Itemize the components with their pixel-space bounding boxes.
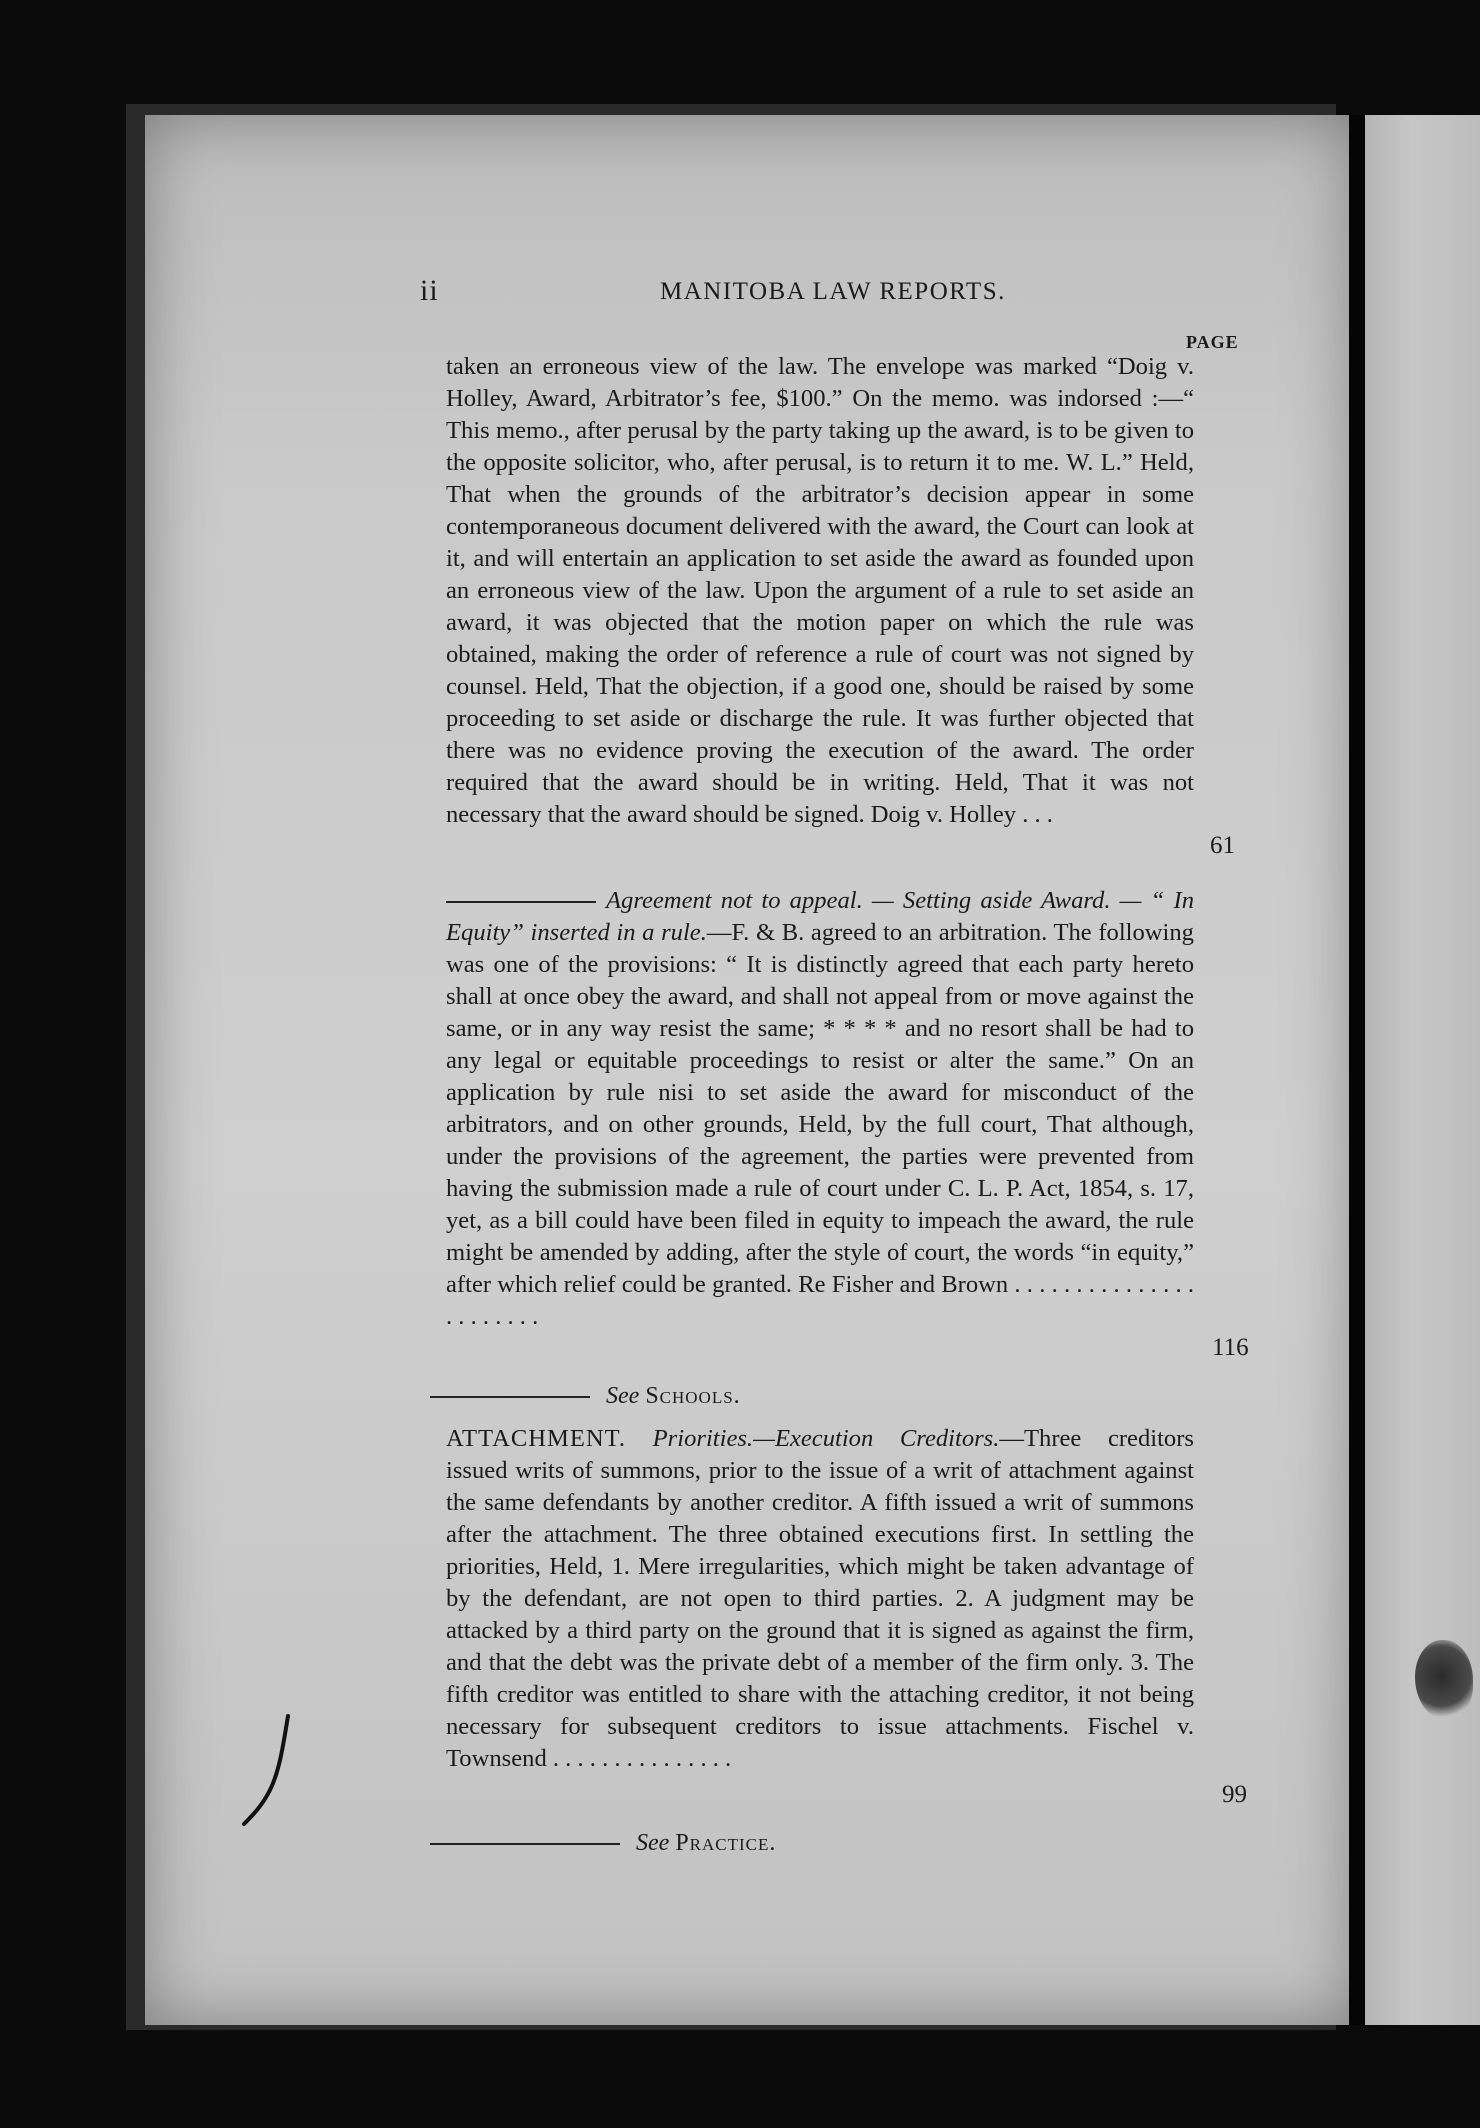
page-reference: 61 bbox=[1210, 832, 1235, 859]
page-column-label: PAGE bbox=[1186, 332, 1239, 352]
see-target: Practice. bbox=[675, 1830, 777, 1856]
entry-heading-italic: Agreement not to appeal. — Setting aside Award. — “ In Equity” inserted in a rule. bbox=[446, 887, 1194, 946]
entry-paragraph bbox=[446, 1423, 1194, 1775]
see-target: Schools. bbox=[645, 1383, 741, 1409]
entry-heading-italic: Priorities.—Execution Creditors. bbox=[652, 1425, 1000, 1452]
book-spine bbox=[1349, 115, 1365, 2025]
entry-arbitration-continued bbox=[446, 351, 1194, 831]
see-label: See bbox=[636, 1830, 670, 1856]
entry-text: —Three creditors issued writs of summons, prior to the issue of a writ of attachment against the same defendants by another creditor. A fifth issued a writ of summons after the attachment. The three obtained executions first. In settling the priorities, Held, 1. Mere irregularities, which might be taken advantage of by the defendant, are not open to third parties. 2. A judgment may be attacked by a third party on the ground that it is signed as against the firm, and that the debt was the private debt of a member of the firm only. 3. The fifth creditor was entitled to share with the attaching creditor, it not being necessary for subsequent creditors to issue attachments. Fischel v. Townsend . . . . . . . . . . . . . . . bbox=[446, 1425, 1194, 1772]
entry-attachment bbox=[446, 1423, 1194, 1775]
entry-text: —F. & B. agreed to an arbitration. The following was one of the provisions: “ It is distinctly agreed that each party hereto shall at once obey the award, and shall not appeal from or move against the same, or in any way resist the same; * * * * and no resort shall be had to any legal or equitable proceedings to resist or alter the same.” On an application by rule nisi to set aside the award for misconduct of the arbitrators, and on other grounds, Held, by the full court, That although, under the provisions of the agreement, the parties were prevented from having the submission made a rule of court under C. L. P. Act, 1854, s. 17, yet, as a bill could have been filed in equity to impeach the award, the rule might be amended by adding, after the style of court, the words “in equity,” after which relief could be granted. Re Fisher and Brown . . . . . . . . . . . . . . . . . . . . . . . bbox=[446, 919, 1194, 1330]
see-reference bbox=[430, 1383, 741, 1410]
dash-rule bbox=[430, 1843, 620, 1845]
page-title: MANITOBA LAW REPORTS. bbox=[660, 278, 1006, 305]
entry-text: taken an erroneous view of the law. The envelope was marked “Doig v. Holley, Award, Arbitrator’s fee, $100.” On the memo. was indorsed :—“ This memo., after perusal by the party taking up the award, is to be given to the opposite solicitor, who, after perusal, is to return it to me. W. L.” Held, That when the grounds of the arbitrator’s decision appear in some contemporaneous document delivered with the award, the Court can look at it, and will entertain an application to set aside the award as founded upon an erroneous view of the law. Upon the argument of a rule to set aside an award, it was objected that the motion paper on which the rule was obtained, making the order of reference a rule of court was not signed by counsel. Held, That the objection, if a good one, should be raised by some proceeding to set aside or discharge the rule. It was further objected that there was no evidence proving the execution of the award. The order required that the award should be in writing. Held, That it was not necessary that the award should be signed. Doig v. Holley . . . bbox=[446, 353, 1194, 828]
entry-heading: ATTACHMENT. bbox=[446, 1425, 627, 1452]
see-label: See bbox=[606, 1383, 640, 1409]
folio: ii bbox=[420, 274, 439, 307]
see-reference bbox=[430, 1830, 776, 1857]
adjacent-page-edge bbox=[1365, 115, 1480, 2025]
running-head bbox=[420, 274, 1160, 310]
dash-rule bbox=[446, 901, 596, 903]
ink-stain bbox=[1415, 1640, 1473, 1720]
pen-mark-icon bbox=[240, 1710, 300, 1830]
page-reference: 116 bbox=[1212, 1334, 1249, 1361]
dash-rule bbox=[430, 1396, 590, 1398]
page-reference: 99 bbox=[1222, 1781, 1247, 1808]
entry-agreement-not-to-appeal bbox=[446, 885, 1194, 1333]
entry-paragraph bbox=[446, 885, 1194, 1333]
